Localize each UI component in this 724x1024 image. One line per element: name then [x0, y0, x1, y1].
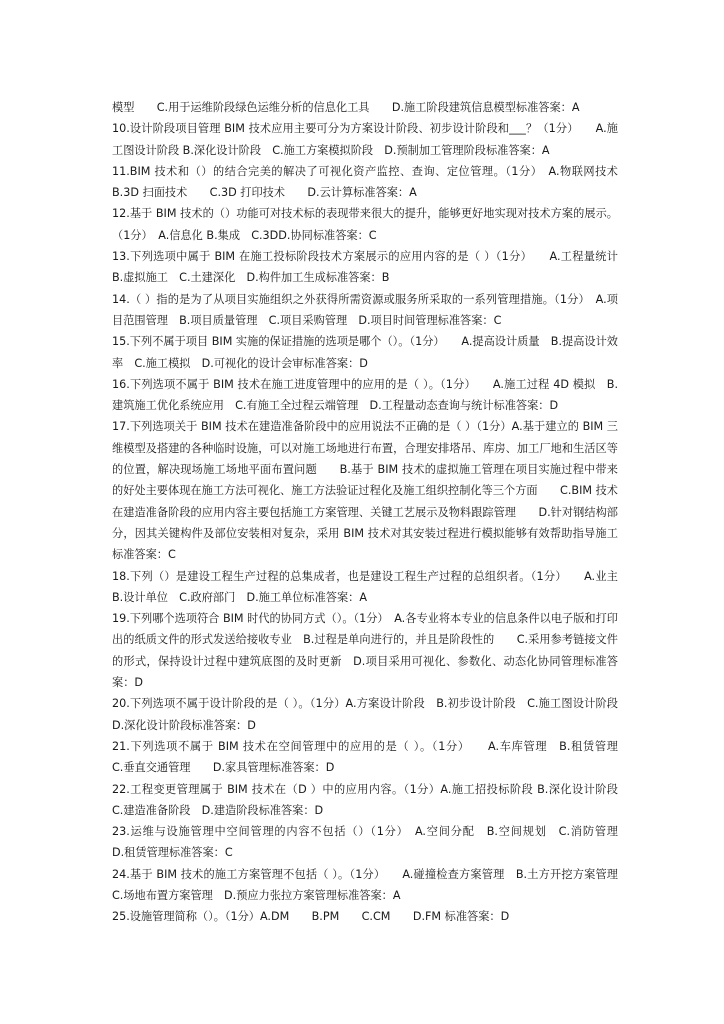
- question-10: 10.设计阶段项目管理 BIM 技术应用主要可分为方案设计阶段、初步设计阶段和___？（1分） A.施工图设计阶段 B.深化设计阶段 C.施工方案模拟阶段 D.预制加工管理阶段标准答案：A: [112, 122, 618, 157]
- question-13: 13.下列选项中属于 BIM 在施工投标阶段技术方案展示的应用内容的是（ ）（1分） A.工程量统计 B.虚拟施工 C.土建深化 D.构件加工生成标准答案：B: [112, 250, 630, 285]
- question-20: 20.下列选项不属于设计阶段的是（ ）。（1分）A.方案设计阶段 B.初步设计阶段 C.施工图设计阶段 D.深化设计阶段标准答案：D: [112, 697, 630, 732]
- question-text-continued: 模型 C.用于运维阶段绿色运维分析的信息化工具 D.施工阶段建筑信息模型标准答案：A: [112, 101, 580, 114]
- question-25: 25.设施管理简称（）。（1分）A.DM B.PM C.CM D.FM 标准答案：D: [112, 910, 510, 924]
- question-14: 14.（ ）指的是为了从项目实施组织之外获得所需资源或服务所采取的一系列管理措施。（1分） A.项目范围管理 B.项目质量管理 C.项目采购管理 D.项目时间管理标准答案：C: [112, 292, 618, 327]
- question-12: 12.基于 BIM 技术的（）功能可对技术标的表现带来很大的提升，能够更好地实现对技术方案的展示。（1分） A.信息化 B.集成 C.3DD.协同标准答案：C: [112, 207, 618, 242]
- question-18: 18.下列（）是建设工程生产过程的总集成者，也是建设工程生产过程的总组织者。（1分） A.业主 B.设计单位 C.政府部门 D.施工单位标准答案：A: [112, 569, 630, 604]
- question-23: 23.运维与设施管理中空间管理的内容不包括（）（1分） A.空间分配 B.空间规划 C.消防管理 D.租赁管理标准答案：C: [112, 825, 641, 860]
- question-16: 16.下列选项不属于 BIM 技术在施工进度管理中的应用的是（ ）。（1分） A.施工过程 4D 模拟 B.建筑施工优化系统应用 C.有施工全过程云端管理 D.工程量动态查询与统计标准答案：D: [112, 377, 618, 413]
- question-24: 24.基于 BIM 技术的施工方案管理不包括（ ）。（1分） A.碰撞检查方案管理 B.土方开挖方案管理 C.场地布置方案管理 D.预应力张拉方案管理标准答案：A: [112, 867, 641, 902]
- question-17: 17.下列选项关于 BIM 技术在建造准备阶段中的应用说法不正确的是（ ）（1分）A.基于建立的 BIM 三维模型及搭建的各种临时设施，可以对施工场地进行布置，合理安排塔吊、库房、加工厂地和生活区等的位置，解决现场施工场地平面布置问题 B.基于 BIM 技术的虚拟施工管理在项目实施过程中带来的好处主要体现在施工方法可视化、施工方法验证过程化及施工组织控制化等三个方面 C.BIM 技术在建造准备阶段的应用内容主要包括施工方案管理、关键工艺展示及物料跟踪管理 D.针对钢结构部分，因其关键构件及部位安装相对复杂，采用 BIM 技术对其安装过程进行模拟能够有效帮助指导施工标准答案：C: [112, 420, 618, 562]
- question-22: 22.工程变更管理属于 BIM 技术在（D ）中的应用内容。（1分）A.施工招投标阶段 B.深化设计阶段 C.建造准备阶段 D.建造阶段标准答案：D: [112, 782, 641, 817]
- question-15: 15.下列不属于项目 BIM 实施的保证措施的选项是哪个（）。（1分） A.提高设计质量 B.提高设计效率 C.施工模拟 D.可视化的设计会审标准答案：D: [112, 335, 618, 370]
- question-19: 19.下列哪个选项符合 BIM 时代的协同方式（）。（1分） A.各专业将本专业的信息条件以电子版和打印出的纸质文件的形式发送给接收专业 B.过程是单向进行的，并且是阶段性的 C.采用参考链接文件的形式，保持设计过程中建筑底图的及时更新 D.项目采用可视化、参数化、动态化协同管理标准答案：D: [112, 612, 618, 690]
- question-21: 21.下列选项不属于 BIM 技术在空间管理中的应用的是（ ）。（1分） A.车库管理 B.租赁管理 C.垂直交通管理 D.家具管理标准答案：D: [112, 739, 641, 775]
- question-11: 11.BIM 技术和（）的结合完美的解决了可视化资产监控、查询、定位管理。（1分） A.物联网技术 B.3D 扫面技术 C.3D 打印技术 D.云计算标准答案：A: [112, 164, 630, 200]
- document-page: [112, 97, 641, 928]
